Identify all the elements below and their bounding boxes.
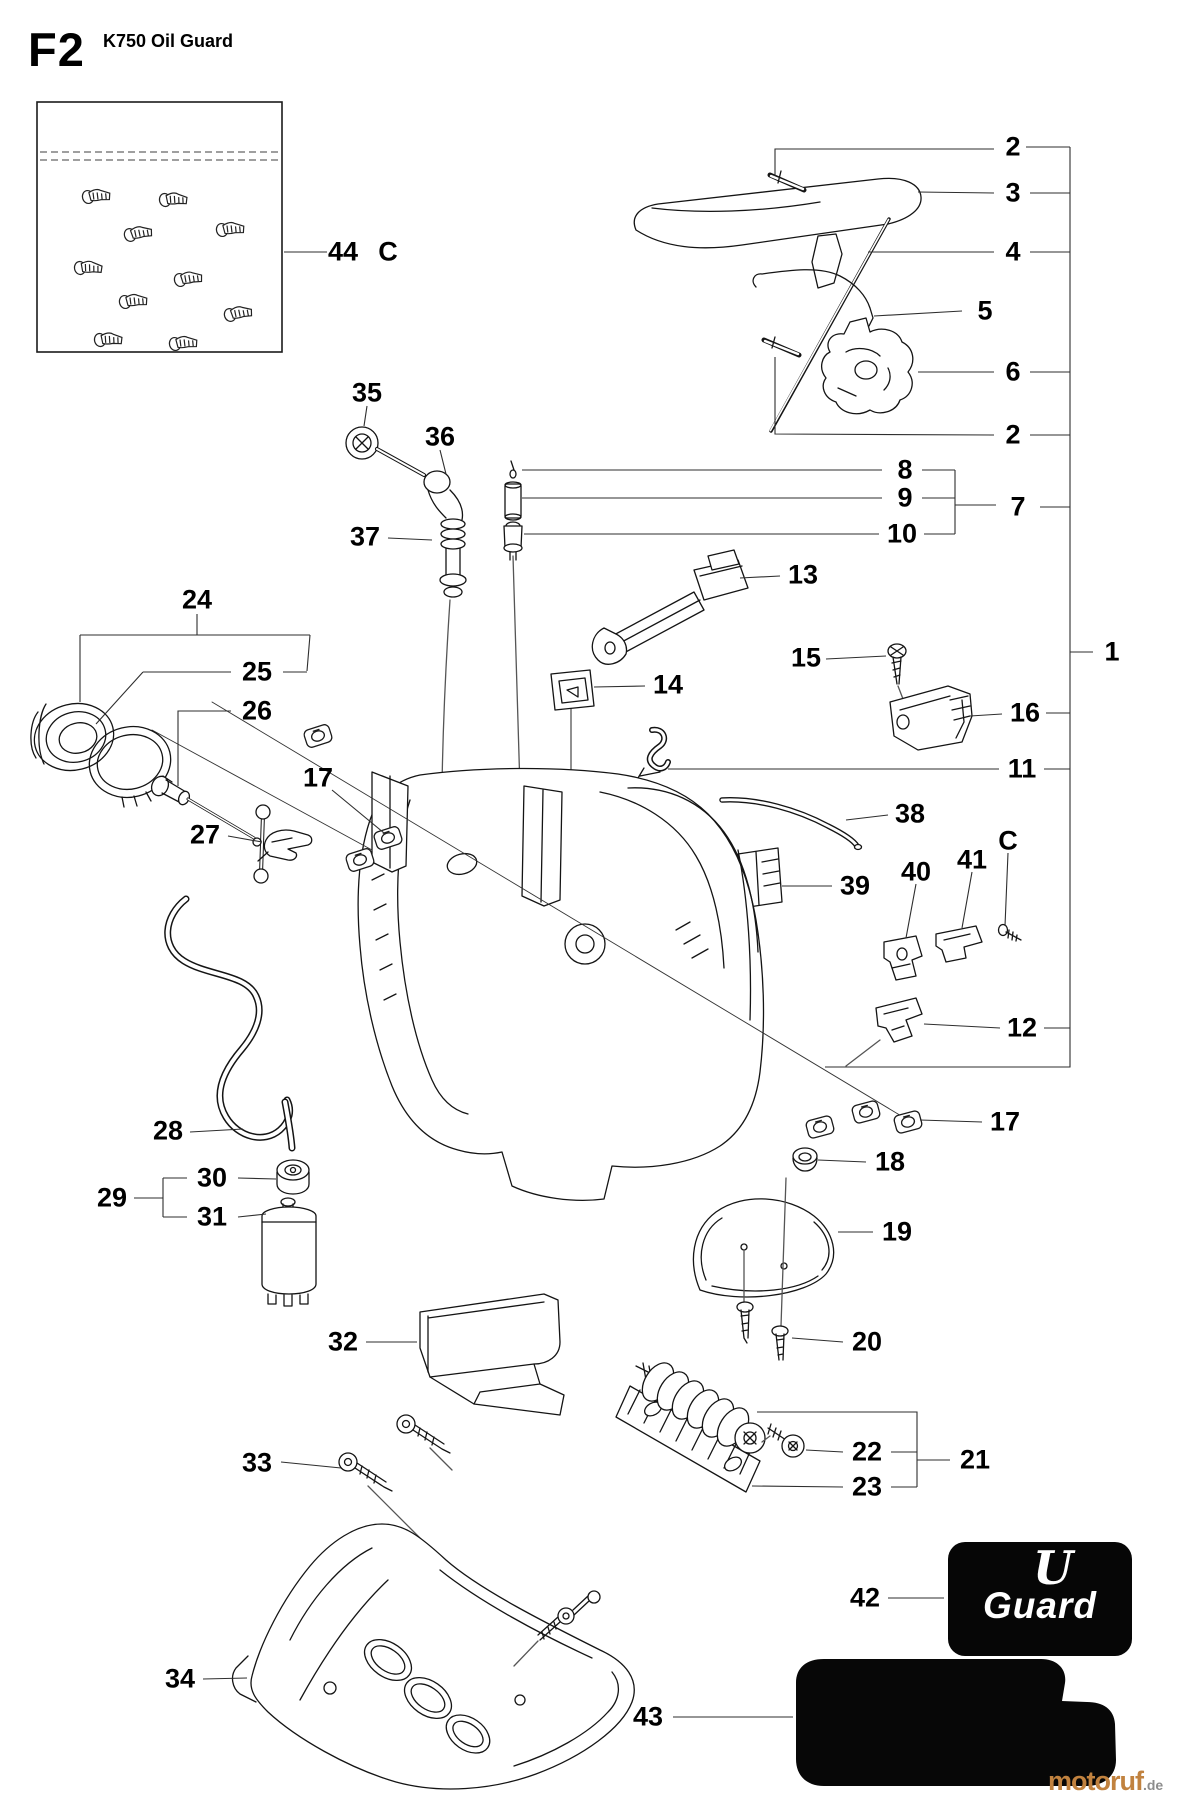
callout-14: 14 (652, 669, 684, 700)
figure-code: F2 (28, 23, 85, 76)
callout-23: 23 (851, 1471, 883, 1502)
callout-18: 18 (874, 1146, 906, 1177)
callout-9: 9 (897, 482, 913, 513)
callout-38: 38 (894, 798, 926, 829)
callout-15: 15 (790, 642, 822, 673)
callout-4: 4 (1005, 236, 1021, 267)
callout-27: 27 (189, 819, 221, 850)
callout-44: 44 (327, 236, 359, 267)
callout-32: 32 (327, 1326, 359, 1357)
callout-11: 11 (1007, 753, 1037, 784)
callout-1: 1 (1104, 636, 1120, 667)
callout-3: 3 (1005, 177, 1021, 208)
callout-37: 37 (349, 521, 381, 552)
callout-35: 35 (351, 377, 383, 408)
callout-C: C (998, 825, 1018, 856)
oil-guard-badge (948, 1542, 1132, 1656)
callout-5: 5 (977, 295, 993, 326)
callout-36: 36 (424, 421, 456, 452)
callout-39: 39 (839, 870, 871, 901)
callout-22: 22 (851, 1436, 883, 1467)
callout-2: 2 (1005, 131, 1021, 162)
callout-30: 30 (196, 1162, 228, 1193)
callout-19: 19 (881, 1216, 913, 1247)
callout-20: 20 (851, 1326, 883, 1357)
callout-31: 31 (196, 1201, 228, 1232)
callout-6: 6 (1005, 356, 1021, 387)
callout-33: 33 (241, 1447, 273, 1478)
callout-2: 2 (1005, 419, 1021, 450)
callout-8: 8 (897, 454, 913, 485)
badge-guard-text: Guard (983, 1585, 1097, 1626)
watermark-domain: .de (1142, 1777, 1164, 1793)
callout-13: 13 (787, 559, 819, 590)
figure-title: K750 Oil Guard (103, 31, 234, 51)
callout-34: 34 (164, 1663, 196, 1694)
callout-24: 24 (181, 584, 213, 615)
callout-26: 26 (241, 695, 273, 726)
callout-21: 21 (959, 1444, 991, 1475)
callout-43: 43 (632, 1701, 664, 1732)
callout-42: 42 (849, 1582, 881, 1613)
motoruf-watermark (1048, 1766, 1163, 1797)
callout-7: 7 (1010, 491, 1026, 522)
callout-29: 29 (96, 1182, 128, 1213)
callout-12: 12 (1006, 1012, 1038, 1043)
callout-25: 25 (241, 656, 273, 687)
callout-16: 16 (1009, 697, 1041, 728)
callout-17: 17 (989, 1106, 1021, 1137)
callout-41: 41 (956, 844, 988, 875)
callout-C: C (378, 236, 398, 267)
callout-17: 17 (302, 762, 334, 793)
callout-40: 40 (900, 856, 932, 887)
callout-28: 28 (152, 1115, 184, 1146)
callout-10: 10 (886, 518, 918, 549)
watermark-brand: motoruf (1048, 1766, 1143, 1796)
badge-letter-u: U (1032, 1541, 1074, 1595)
